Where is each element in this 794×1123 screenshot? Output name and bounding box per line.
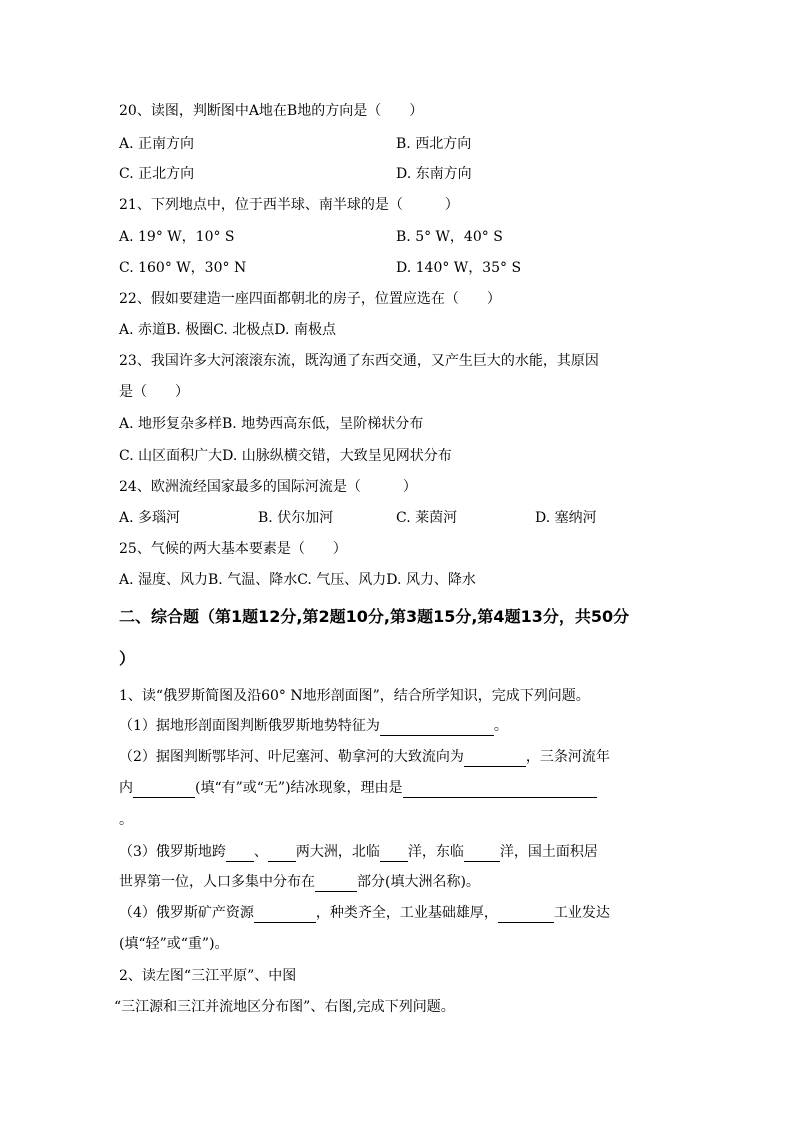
s2q1-part2-text-d: (填“有”或“无”)结冰现象，理由是 <box>195 780 403 796</box>
q20-option-d: D. 东南方向 <box>396 166 472 182</box>
q23-stem-line2: 是（ ） <box>119 384 189 400</box>
q24-stem: 24、欧洲流经国家最多的国际河流是（ ） <box>119 479 417 495</box>
s2q1-part4-line1 <box>119 903 610 923</box>
q24-option-a: A. 多瑙河 <box>119 510 181 526</box>
q20-option-a: A. 正南方向 <box>119 136 195 152</box>
q23-options-line1: A. 地形复杂多样B. 地势西高东低，呈阶梯状分布 <box>119 416 424 432</box>
q25-options: A. 湿度、风力B. 气温、降水C. 气压、风力D. 风力、降水 <box>119 572 476 588</box>
answer-blank[interactable] <box>380 845 408 862</box>
s2q1-part4-text-b: ，种类齐全，工业基础雄厚， <box>315 905 498 921</box>
q21-option-b: B. 5° W，40° S <box>396 229 503 245</box>
s2q1-part3-text-b: 、 <box>253 844 268 860</box>
s2q1-part2-line2 <box>119 778 597 798</box>
answer-blank[interactable] <box>380 719 494 736</box>
q21-stem: 21、下列地点中，位于西半球、南半球的是（ ） <box>119 197 459 213</box>
q20-stem: 20、读图，判断图中A地在B地的方向是（ ） <box>119 103 424 119</box>
q25-stem: 25、气候的两大基本要素是（ ） <box>119 541 347 557</box>
answer-blank[interactable] <box>133 781 195 798</box>
s2q1-part3-text-g: 部分(填大洲名称)。 <box>357 874 480 890</box>
q23-options-line2: C. 山区面积广大D. 山脉纵横交错，大致呈见网状分布 <box>119 448 452 464</box>
s2q1-stem: 1、读“俄罗斯简图及沿60° N地形剖面图”，结合所学知识，完成下列问题。 <box>119 688 590 704</box>
answer-blank[interactable] <box>254 906 316 923</box>
answer-blank[interactable] <box>498 906 554 923</box>
q22-stem: 22、假如要建造一座四面都朝北的房子，位置应选在（ ） <box>119 291 501 307</box>
s2q1-part1-end: 。 <box>493 718 508 734</box>
s2q1-part2-text-b: ，三条河流年 <box>525 749 610 765</box>
section2-heading-line1: 二、综合题（第1题12分,第2题10分,第3题15分,第4题13分，共50分 <box>119 607 630 626</box>
s2q1-part3-text-c: 两大洲，北临 <box>295 844 380 860</box>
s2q1-part1-text: （1）据地形剖面图判断俄罗斯地势特征为 <box>119 718 380 734</box>
s2q1-part4-text-a: （4）俄罗斯矿产资源 <box>119 905 254 921</box>
s2q1-part4-line2: (填“轻”或“重”)。 <box>119 936 229 952</box>
q20-option-b: B. 西北方向 <box>396 136 472 152</box>
answer-blank[interactable] <box>226 845 254 862</box>
q21-option-c: C. 160° W，30° N <box>119 260 247 276</box>
s2q1-part3-line2 <box>119 872 480 892</box>
q21-option-a: A. 19° W，10° S <box>119 229 235 245</box>
s2q1-part2-text-a: （2）据图判断鄂毕河、叶尼塞河、勒拿河的大致流向为 <box>119 749 464 765</box>
answer-blank[interactable] <box>464 750 526 767</box>
q23-stem-line1: 23、我国许多大河滚滚东流，既沟通了东西交通，又产生巨大的水能，其原因 <box>119 353 599 369</box>
s2q1-part4-text-c: 工业发达 <box>553 905 610 921</box>
s2q2-stem-line1: 2、读左图“三江平原”、中图 <box>119 968 297 984</box>
q21-option-d: D. 140° W，35° S <box>396 260 522 276</box>
answer-blank[interactable] <box>403 781 597 798</box>
s2q1-part1 <box>119 716 508 736</box>
s2q1-part2-line3: 。 <box>119 812 133 828</box>
q24-option-d: D. 塞纳河 <box>535 510 597 526</box>
s2q1-part2-text-c: 内 <box>119 780 133 796</box>
section2-heading-line2: ） <box>119 649 136 668</box>
s2q1-part3-text-f: 世界第一位，人口多集中分布在 <box>119 874 315 890</box>
answer-blank[interactable] <box>268 845 296 862</box>
s2q1-part2-line1 <box>119 747 610 767</box>
s2q1-part3-line1 <box>119 842 598 862</box>
q24-option-c: C. 莱茵河 <box>396 510 458 526</box>
q20-option-c: C. 正北方向 <box>119 166 195 182</box>
s2q1-part3-text-a: （3）俄罗斯地跨 <box>119 844 226 860</box>
q24-option-b: B. 伏尔加河 <box>258 510 334 526</box>
answer-blank[interactable] <box>464 845 500 862</box>
q22-options: A. 赤道B. 极圈C. 北极点D. 南极点 <box>119 322 336 338</box>
s2q1-part3-text-e: 洋，国土面积居 <box>499 844 598 860</box>
s2q2-stem-line2: “三江源和三江并流地区分布图”、右图,完成下列问题。 <box>114 999 455 1015</box>
s2q1-part3-text-d: 洋，东临 <box>407 844 464 860</box>
answer-blank[interactable] <box>315 875 357 892</box>
